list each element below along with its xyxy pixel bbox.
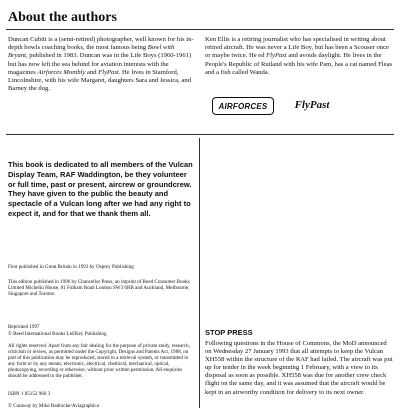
magazine-title: Airforces Monthly <box>37 68 86 76</box>
flypast-logo <box>284 97 340 113</box>
edition-notice: This edition published in 1996 by Chancellor Press, an imprint of Reed Consumer Books Limited Michelin House, 81 Fulham Road London SW3 6RB and Auckland, Melbourne, Singapore and Toronto <box>8 279 190 298</box>
bio-text: , published in 1983. Duncan was in the Life Boys (1960-1961) but has now left the sea behind for aviation interests with the magazines <box>8 52 192 76</box>
book-title: Bowl with Bryant <box>8 44 175 60</box>
magazine-title: FlyPast <box>266 52 287 60</box>
airforces-logo <box>212 97 274 115</box>
isbn: ISBN 1 85152 960 3 <box>8 391 51 397</box>
stop-press-body: Following questions in the House of Commons, the MoD announced on Wednesday 27 January 1993 that all attempts to keep the Vulcan XH558 within the structure of the RAF had failed. The aircraft was put up for tender in the week beginning 1 February, with a view to its disposal as soon as possible. XH558 was due for another crew check flight on the same day, and it was assumed that the aircraft would be kept in an airworthy condition for delivery to its next owner. <box>205 340 393 396</box>
bio-text: Duncan Cubitt is a (semi-retired) photographer, well known for his in-depth bowls coaching books, the most famous being <box>8 36 194 52</box>
cutaway-credit: © Cutaway by Mike Badrocke/Aviagraphica <box>8 403 99 409</box>
magazine-title: FlyPast <box>98 68 119 76</box>
bio-text: Ken Ellis is a retiring journalist who has specialised in writing about retired aircraft. He was never a Life Boy, but has been a Scouser once or maybe twice. He ed <box>205 36 389 60</box>
first-published: First published in Great Britain in 1993 by Osprey Publishing <box>8 264 134 270</box>
bio-text: . He lives in Stamford, Lincolnshire, with his wife Margaret, daughters Sara and Jessica, and Barney the dog. <box>8 68 191 93</box>
copyright: © Reed International Books Ltd/Key Publishing <box>8 331 107 337</box>
dedication: This book is dedicated to all members of the Vulcan Display Team, RAF Waddington, be they volunteer or full time, past or present, aircrew or groundcrew. They have given to the public the beauty and spectacle of a Vulcan long after we had any right to expect it, and for that we thank them all. <box>8 160 193 218</box>
middle-rule <box>6 134 394 135</box>
rights-notice: All rights reserved. Apart from any fair dealing for the purpose of private study, research, criticism or review, as permitted under the Copyright, Designs and Patents Act, 1988, no part of this publication may be reproduced, stored in a retrieval system, or transmitted in any form or by any means, electronic, electrical, chemical, mechanical, optical, photocopying, recording or otherwise, without prior written permission. All enquiries should be addressed to the publisher. <box>8 343 190 380</box>
author-bio-ken-ellis <box>205 36 395 77</box>
bio-text: and <box>85 68 99 76</box>
author-bio-duncan-cubitt <box>8 36 195 93</box>
bio-text: and avoids daylight. He lives in the People's Republic of Rutland with his wife Pam, has a cat named Fleas and a fish called Wanda. <box>205 52 393 76</box>
page-heading: About the authors <box>8 10 117 25</box>
reprinted: Reprinted 1997 <box>8 324 40 330</box>
column-divider <box>199 138 200 408</box>
top-rule <box>6 29 394 30</box>
flypast-logo-text: FlyPast <box>294 99 330 111</box>
airforces-logo-text: AIRFORCES <box>218 101 268 111</box>
stop-press-title: STOP PRESS <box>205 328 253 337</box>
